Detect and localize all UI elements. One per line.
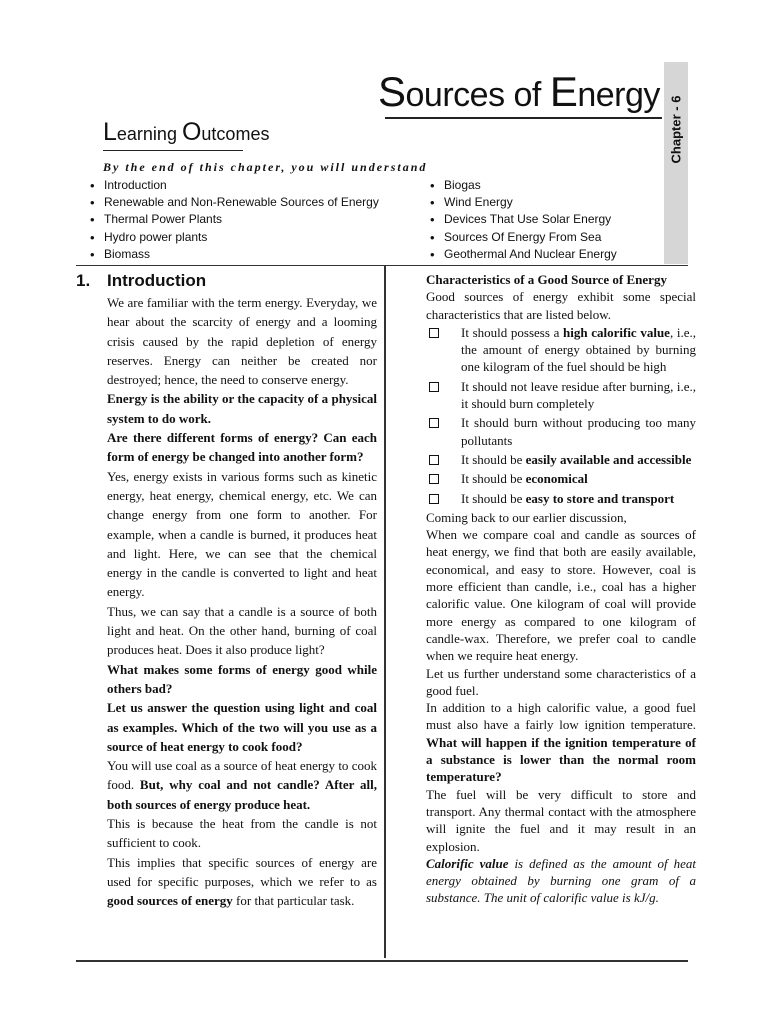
paragraph: Coming back to our earlier discussion, xyxy=(426,509,627,525)
list-item: • Hydro power plants xyxy=(90,229,379,246)
learning-outcomes-heading: Learning Outcomes xyxy=(103,118,270,146)
paragraph: This implies that specific sources of energy are used for specific purposes, which we refer to as good sources of energy for that particular task. xyxy=(107,854,377,909)
list-item: • Biomass xyxy=(90,246,379,263)
paragraph: We are familiar with the term energy. Everyday, we hear about the scarcity of energy and a looming crisis caused by the rapid depletion of energy reserves. Energy can neither be created nor destroyed; hence, the need to conserve energy. xyxy=(107,295,377,388)
column-divider xyxy=(384,266,386,958)
checkbox-icon xyxy=(429,455,439,465)
section-divider xyxy=(76,265,688,266)
list-item: • Thermal Power Plants xyxy=(90,211,379,228)
list-item: • Geothermal And Nuclear Energy xyxy=(430,246,617,263)
paragraph: The fuel will be very difficult to store and transport. Any thermal contact with the atmosphere will ignite the fuel and it may result in an explosion. xyxy=(426,786,696,854)
checkbox-icon xyxy=(429,328,439,338)
section-number: 1. xyxy=(76,271,91,290)
list-item: It should be easy to store and transport xyxy=(426,490,696,507)
left-column xyxy=(107,293,377,911)
checkbox-icon xyxy=(429,474,439,484)
definition-energy: Energy is the ability or the capacity of a physical system to do work. xyxy=(107,391,377,426)
page-bottom-rule xyxy=(76,960,688,962)
question: Let us answer the question using light and coal as examples. Which of the two will you use as a source of heat energy to cook food? xyxy=(107,700,377,754)
outcomes-list-left xyxy=(90,177,379,263)
outcomes-subtitle: By the end of this chapter, you will understand xyxy=(103,160,428,174)
list-item: It should burn without producing too many pollutants xyxy=(426,414,696,449)
chapter-label: Chapter - 6 xyxy=(668,95,684,164)
paragraph: Let us further understand some characteristics of a good fuel. xyxy=(426,665,696,698)
section-title: Introduction xyxy=(107,271,207,290)
paragraph: Good sources of energy exhibit some special characteristics that are listed below. xyxy=(426,289,696,322)
list-item: It should be easily available and accessible xyxy=(426,451,696,468)
characteristics-list xyxy=(426,324,696,507)
question: Are there different forms of energy? Can each form of energy be changed into another form? xyxy=(107,430,377,465)
outcomes-list-right xyxy=(430,177,617,263)
list-item: It should be economical xyxy=(426,470,696,487)
paragraph: In addition to a high calorific value, a good fuel must also have a fairly low ignition temperature. What will happen if the ignition temperature of a substance is lower than the normal room temperature? xyxy=(426,700,696,785)
list-item: It should possess a high calorific value, i.e., the amount of energy obtained by burning one kilogram of the fuel should be high xyxy=(426,324,696,376)
list-item: • Wind Energy xyxy=(430,194,617,211)
list-item: • Devices That Use Solar Energy xyxy=(430,211,617,228)
checkbox-icon xyxy=(429,494,439,504)
paragraph: Thus, we can say that a candle is a source of both light and heat. On the other hand, burning of coal produces heat. Does it also produce light? xyxy=(107,603,377,658)
outcomes-underline xyxy=(103,150,243,151)
list-item: It should not leave residue after burning, i.e., it should burn completely xyxy=(426,378,696,413)
checkbox-icon xyxy=(429,418,439,428)
chapter-title: Sources of Energy xyxy=(378,68,660,115)
checkbox-icon xyxy=(429,382,439,392)
subsection-heading: Characteristics of a Good Source of Energy xyxy=(426,272,667,287)
paragraph: When we compare coal and candle as sources of heat energy, we find that both are easily available, economical, and easy to store. However, coal is more efficient than candle, i.e., coal has a higher calorific value. One kilogram of coal will provide more energy as compared to one kilogram of candle-wax. Therefore, we prefer coal to candle when we require heat energy. xyxy=(426,527,696,664)
paragraph: You will use coal as a source of heat energy to cook food. But, why coal and not candle? After all, both sources of energy produce heat. xyxy=(107,758,377,812)
question: What makes some forms of energy good while others bad? xyxy=(107,661,377,696)
list-item: • Sources Of Energy From Sea xyxy=(430,229,617,246)
list-item: • Introduction xyxy=(90,177,379,194)
title-underline xyxy=(385,117,662,119)
list-item: • Renewable and Non-Renewable Sources of Energy xyxy=(90,194,379,211)
right-column xyxy=(426,271,696,907)
paragraph: This is because the heat from the candle is not sufficient to cook. xyxy=(107,816,377,851)
list-item: • Biogas xyxy=(430,177,617,194)
definition-calorific-value: Calorific value is defined as the amount of heat energy obtained by burning one gram of a substance. The unit of calorific value is kJ/g. xyxy=(426,855,696,906)
paragraph: Yes, energy exists in various forms such as kinetic energy, heat energy, chemical energy, etc. We can change energy from one form to another. For example, when a candle is burned, it produces heat and light. Here, we can see that the chemical energy in the candle is converted to light and heat energy. xyxy=(107,468,377,600)
chapter-tab xyxy=(664,62,688,264)
